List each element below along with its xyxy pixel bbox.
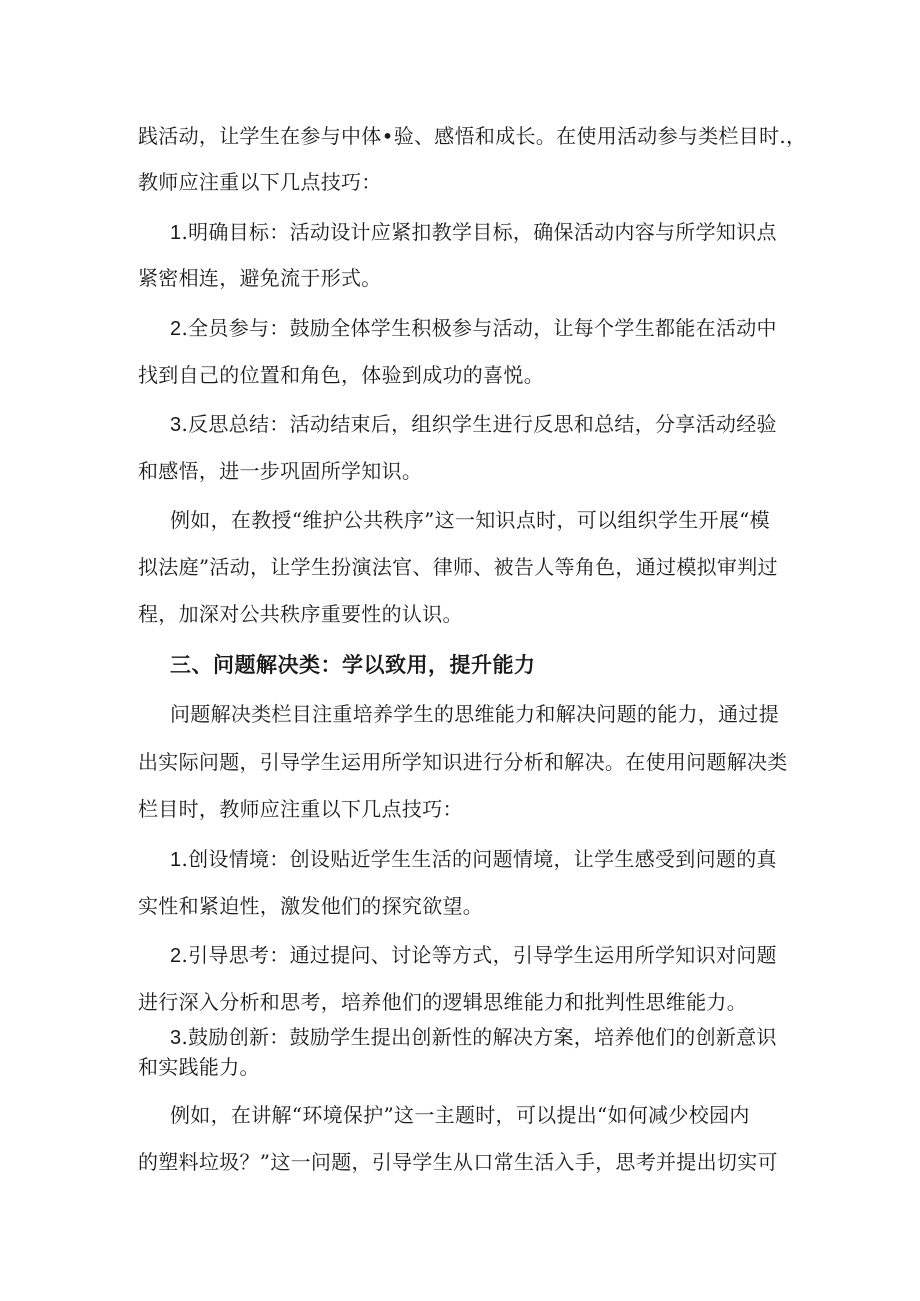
paragraph-line: 程，加深对公共秩序重要性的认识。 [138, 602, 463, 626]
list-number: 1 [170, 222, 182, 244]
paragraph-line: 和实践能力。 [138, 1055, 260, 1079]
section-heading: 三、问题解决类：学以致用，提升能力 [170, 653, 536, 677]
list-item-2 [170, 314, 777, 343]
paragraph-line: 紧密相连，避免流于形式。 [138, 266, 382, 290]
list-text: .创设情境：创设贴近学生生活的问题情境，让学生感受到问题的真 [181, 847, 777, 871]
paragraph-line: 和感悟，进一步巩固所学知识。 [138, 459, 423, 483]
list-text: .鼓励创新：鼓励学生提出创新性的解决方案，培养他们的创新意识 [181, 1025, 777, 1049]
paragraph-line: 教师应注重以下几点技巧： [138, 170, 382, 194]
paragraph-line: 例如，在教授“维护公共秩序”这一知识点时，可以组织学生开展“模 [170, 508, 770, 532]
list-text: .反思总结：活动结束后，组织学生进行反思和总结，分享活动经验 [181, 412, 777, 436]
list-number: 3 [170, 414, 182, 436]
paragraph-line: 出实际问题，引导学生运用所学知识进行分析和解决。在使用问题解决类 [138, 750, 788, 774]
list-number: 2 [170, 318, 182, 340]
paragraph-line: 例如，在讲解“环境保护”这一主题时，可以提出“如何减少校园内 [170, 1103, 750, 1127]
list-item-1 [170, 218, 777, 247]
list-number: 2 [170, 945, 182, 967]
paragraph-line: 找到自己的位置和角色，体验到成功的喜悦。 [138, 363, 544, 387]
list-item-3 [170, 410, 777, 439]
list-item-2 [170, 941, 777, 970]
paragraph-line: 进行深入分析和思考，培养他们的逻辑思维能力和批判性思维能力。 [138, 990, 747, 1014]
list-number: 1 [170, 849, 182, 871]
paragraph-line: 问题解决类栏目注重培养学生的思维能力和解决问题的能力，通过提 [170, 702, 779, 726]
paragraph-line: 拟法庭”活动，让学生扮演法官、律师、被告人等角色，通过模拟审判过 [138, 555, 778, 579]
list-number: 3 [170, 1027, 182, 1049]
list-text: .全员参与：鼓励全体学生积极参与活动，让每个学生都能在活动中 [181, 316, 777, 340]
list-text: .引导思考：通过提问、讨论等方式，引导学生运用所学知识对问题 [181, 943, 777, 967]
paragraph-line: 实性和紧迫性，激发他们的探究欲望。 [138, 894, 484, 918]
list-text: .明确目标：活动设计应紧扣教学目标，确保活动内容与所学知识点 [181, 220, 777, 244]
paragraph-line: 栏目时，教师应注重以下几点技巧： [138, 797, 463, 821]
paragraph-line: 践活动，让学生在参与中体•验、感悟和成长。在使用活动参与类栏目时.， [138, 124, 807, 148]
list-item-1 [170, 845, 777, 874]
list-item-3 [170, 1023, 777, 1052]
paragraph-line: 的塑料垃圾？”这一问题，引导学生从口常生活入手，思考并提出切实可 [138, 1150, 778, 1174]
